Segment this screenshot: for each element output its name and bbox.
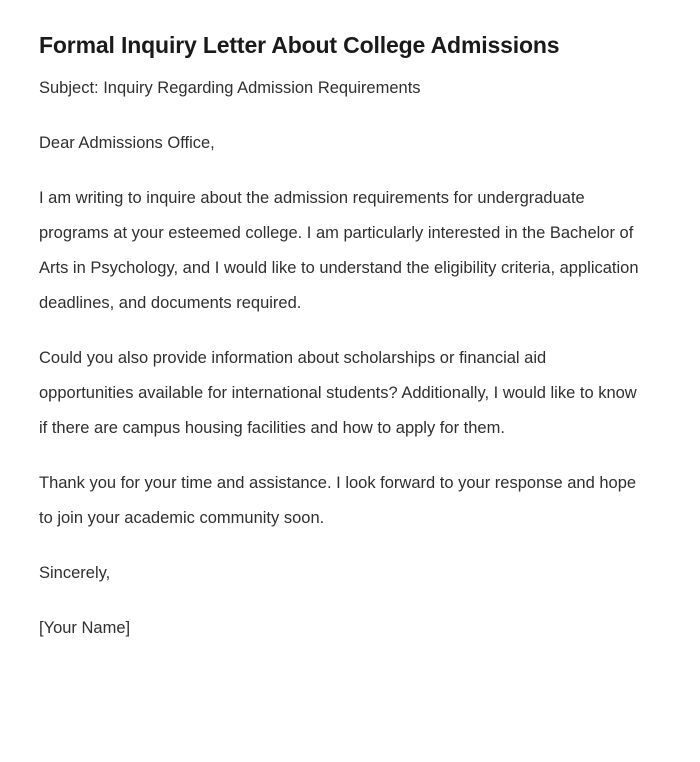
letter-body [39, 71, 660, 646]
body-paragraph-3: Thank you for your time and assistance. I look forward to your response and hope to join your academic community soon. [39, 474, 637, 527]
salutation: Dear Admissions Office, [39, 134, 215, 152]
signature-placeholder: [Your Name] [39, 619, 131, 637]
body-paragraph-2: Could you also provide information about scholarships or financial aid opportunities available for international students? Additionally, I would like to know if there are campus housing facilities and how to apply for them. [39, 349, 637, 437]
page-title: Formal Inquiry Letter About College Admissions [39, 32, 560, 58]
body-paragraph-1: I am writing to inquire about the admission requirements for undergraduate programs at your esteemed college. I am particularly interested in the Bachelor of Arts in Psychology, and I would like to understand the eligibility criteria, application deadlines, and documents required. [39, 189, 639, 312]
closing-salutation: Sincerely, [39, 564, 111, 582]
subject-line: Subject: Inquiry Regarding Admission Requirements [39, 79, 421, 97]
